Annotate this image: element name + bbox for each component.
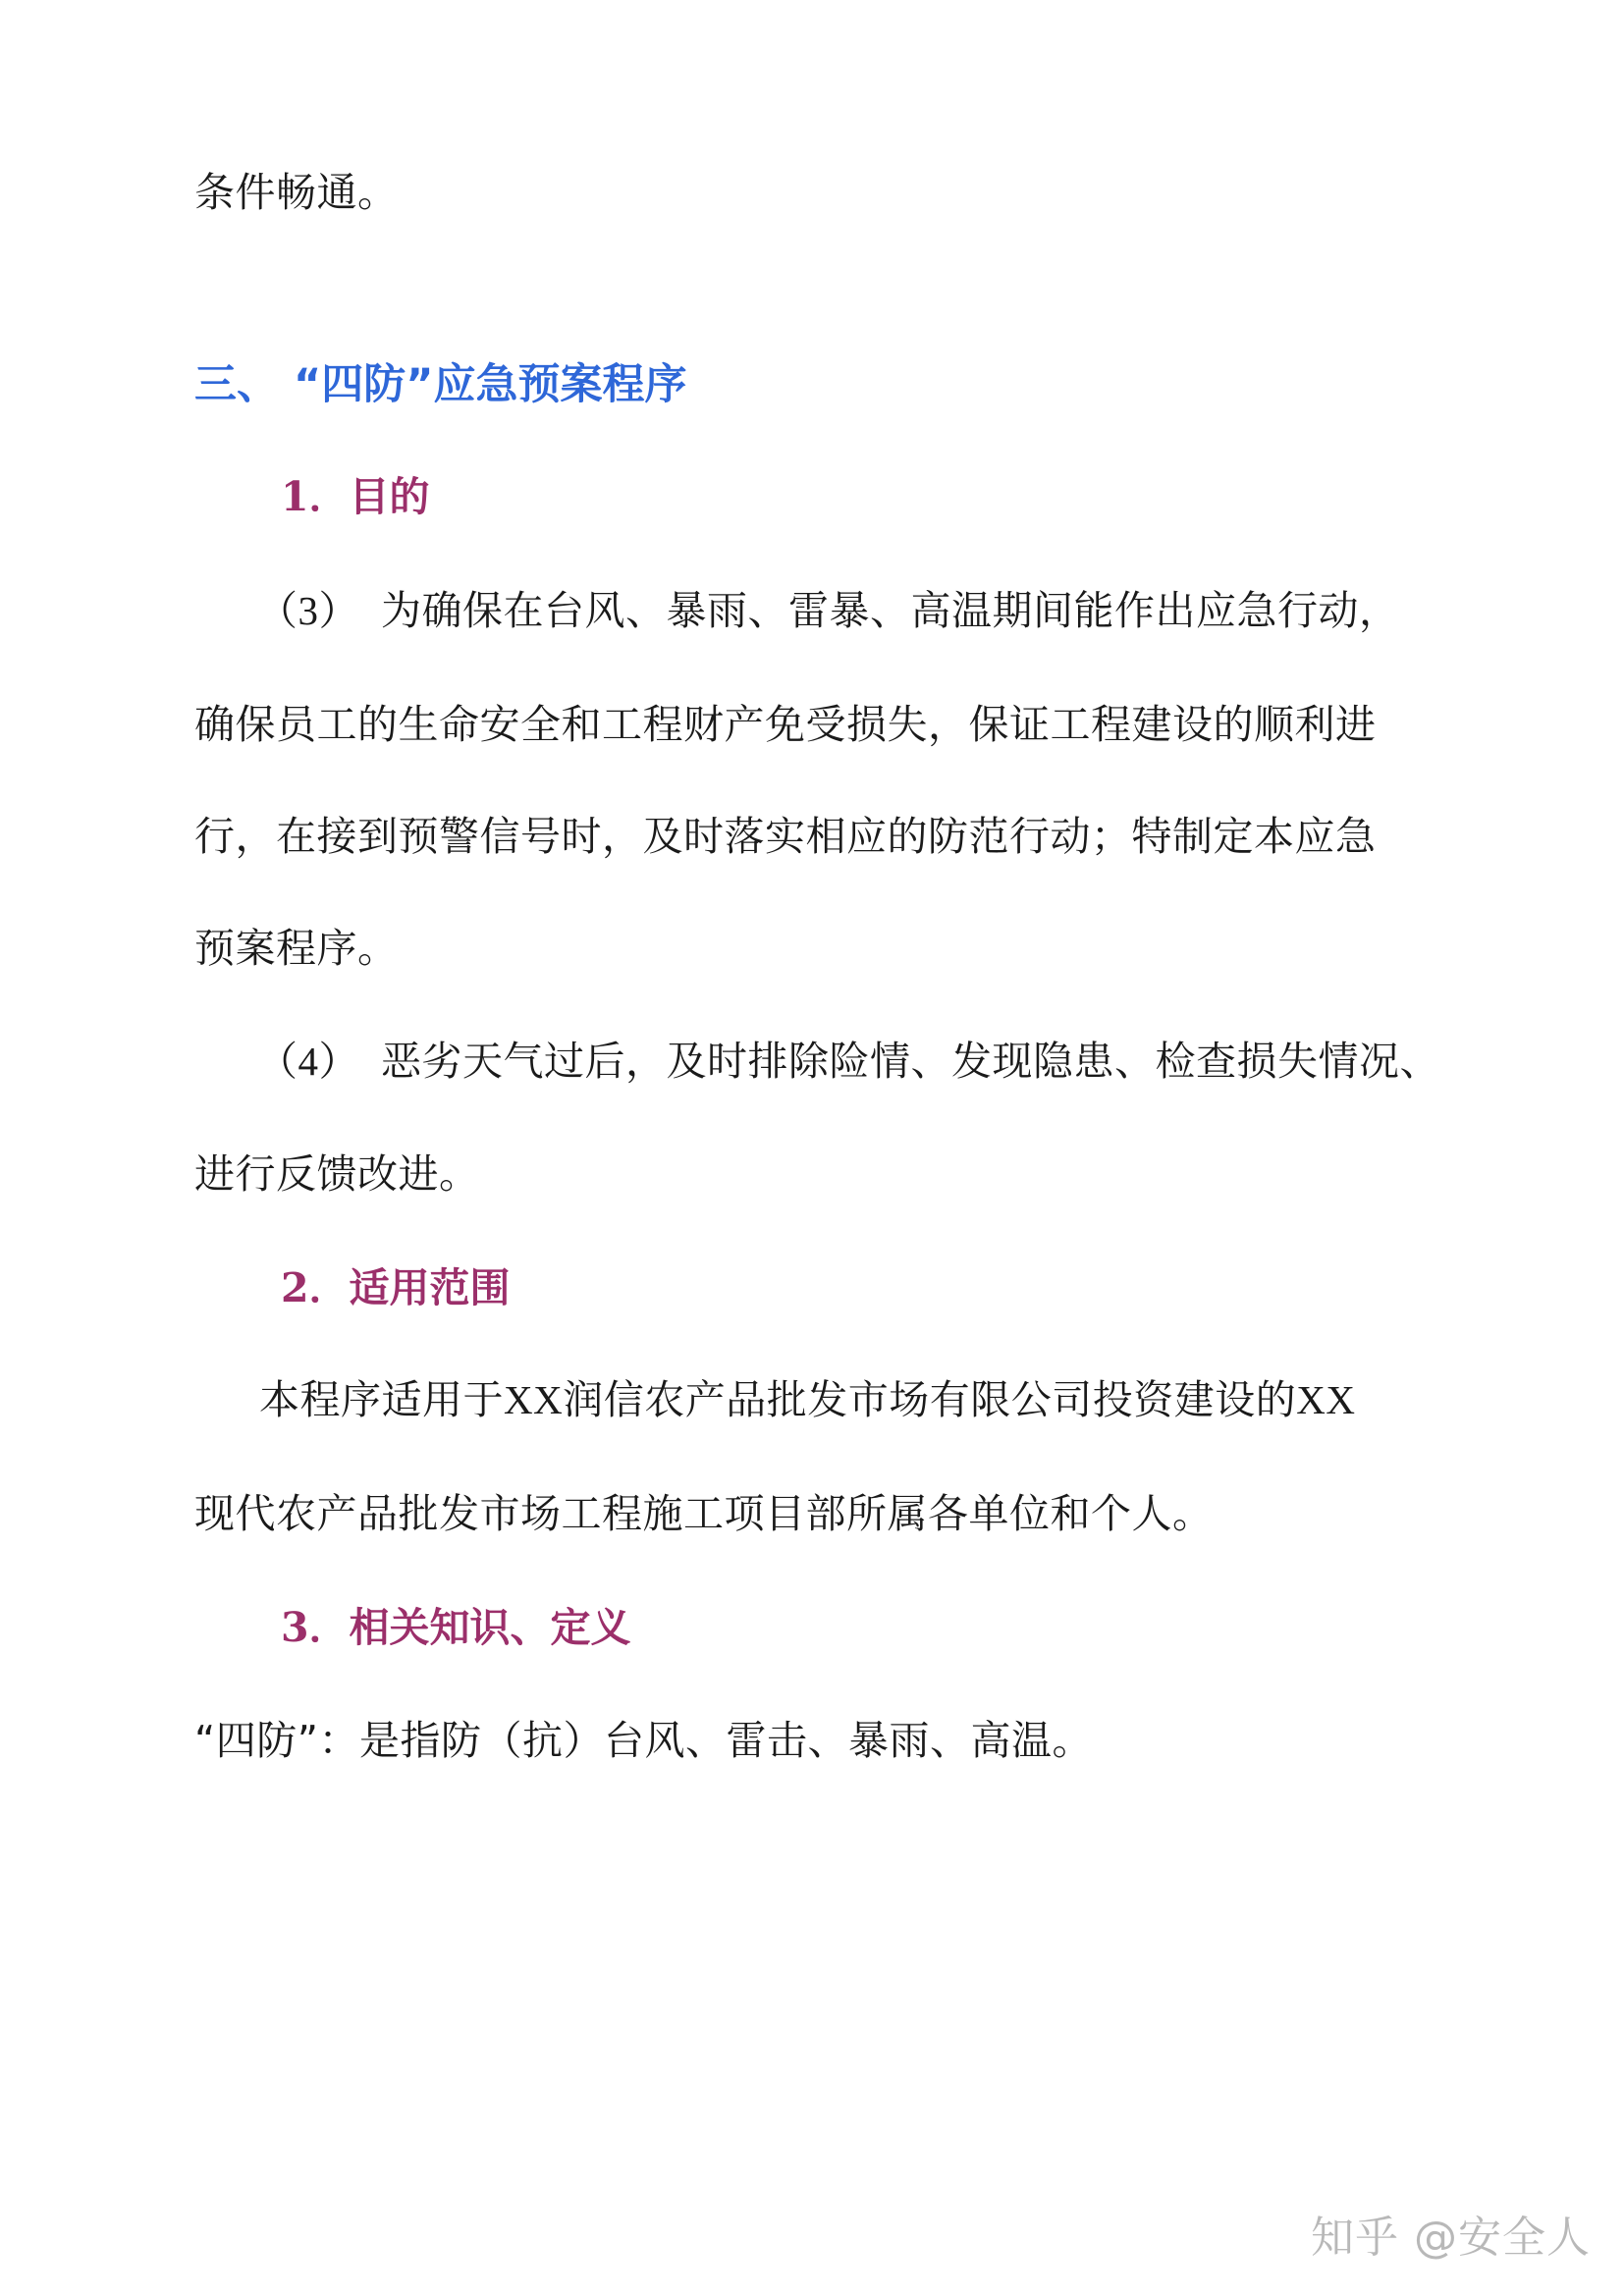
subheading-scope: [281, 1260, 511, 1315]
paragraph-line: 预案程序。: [194, 925, 399, 972]
paragraph-line: [259, 1372, 1355, 1427]
paragraph-line: [257, 583, 1400, 638]
paragraph-line: 确保员工的生命安全和工程财产免受损失，保证工程建设的顺利进: [194, 701, 1377, 748]
paragraph-line: 条件畅通。: [194, 169, 399, 216]
subheading-definitions: [281, 1600, 631, 1655]
zhihu-watermark: 知乎 @安全人: [1311, 2213, 1591, 2263]
subheading-text: 目的: [349, 473, 430, 520]
subheading-text: 适用范围: [349, 1264, 511, 1311]
scope-placeholder: XX: [504, 1377, 564, 1422]
item-text: 为确保在台风、暴雨、雷暴、高温期间能作出应急行动，: [381, 587, 1400, 634]
subheading-number: 2．: [281, 1264, 350, 1311]
scope-placeholder: XX: [1296, 1377, 1356, 1422]
scope-text: 本程序适用于: [259, 1376, 504, 1423]
paragraph-line: 现代农产品批发市场工程施工项目部所属各单位和个人。: [194, 1490, 1214, 1537]
item-number: （4）: [257, 1039, 359, 1084]
paragraph-line: [257, 1034, 1440, 1089]
section-heading: 三、 “四防”应急预案程序: [194, 360, 687, 409]
subheading-text: 相关知识、定义: [349, 1604, 631, 1651]
subheading-number: 1．: [281, 473, 350, 520]
scope-text: 润信农产品批发市场有限公司投资建设的: [563, 1376, 1297, 1423]
subheading-purpose: [281, 469, 430, 524]
paragraph-line: 进行反馈改进。: [194, 1150, 480, 1198]
subheading-number: 3．: [281, 1604, 350, 1651]
item-number: （3）: [257, 588, 359, 633]
item-text: 恶劣天气过后，及时排除险情、发现隐患、检查损失情况、: [381, 1038, 1440, 1085]
paragraph-line: 行，在接到预警信号时，及时落实相应的防范行动；特制定本应急: [194, 813, 1377, 860]
paragraph-line: “四防”：是指防（抗）台风、雷击、暴雨、高温。: [194, 1717, 1093, 1764]
